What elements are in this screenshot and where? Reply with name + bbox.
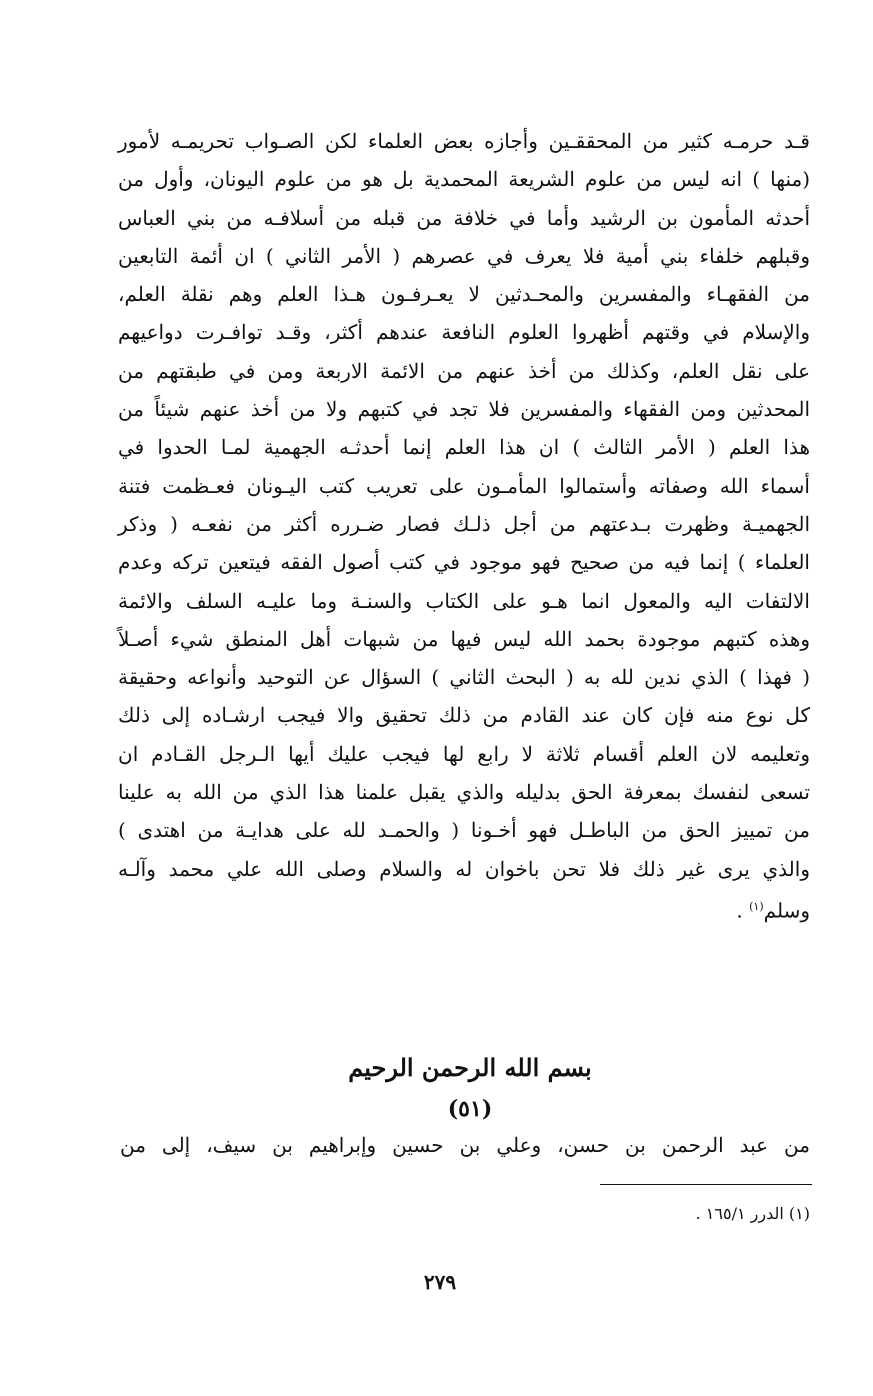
body-line: العلماء ) إنما فيه من صحيح فهو موجود في كتب أصول الفقه فيتعين تركه وعدم <box>118 550 810 575</box>
body-line: على نقل العلم، وكذلك من أخذ عنهم من الائمة الاربعة ومن في طبقتهم من <box>118 358 810 383</box>
body-line: أسماء الله وصفاته وأستمالوا المأمـون على تعريب كتب اليـونان فعـظمت فتنة <box>118 473 810 498</box>
body-line: من تمييز الحق من الباطـل فهو أخـونا ( والحمـد لله على هدايـة من اهتدى ) <box>118 818 810 843</box>
letter-number: (٥١) <box>447 1096 493 1122</box>
page-number: ٢٧٩ <box>423 1270 457 1294</box>
body-line: أحدثه المأمون بن الرشيد وأما في خلافة من قبله من أسلافـه من بني العباس <box>118 205 810 230</box>
body-line: وتعليمه لان العلم أقسام ثلاثة لا رابع لها فيجب عليك أيها الـرجل القـادم ان <box>118 741 810 766</box>
body-line: الالتفات اليه والمعول انما هـو على الكتاب والسنـة وما عليـه السلف والائمة <box>118 588 810 613</box>
body-line: المحدثين ومن الفقهاء والمفسرين فلا تجد في كتبهم ولا من أخذ عنهم شيئاً من <box>118 397 810 422</box>
body-last-punctuation: . <box>736 898 743 923</box>
body-last-line <box>118 888 810 930</box>
footnote-reference[interactable]: (١) <box>749 899 764 913</box>
body-line: وقبلهم خلفاء بني أمية فلا يعرف في عصرهم ( الأمر الثاني ) ان أئمة التابعين <box>118 243 810 268</box>
body-line: والذي يرى غير ذلك فلا تحن باخوان له والسلام وصلى الله علي محمد وآلـه <box>118 856 810 881</box>
body-line: تسعى لنفسك بمعرفة الحق بدليله والذي يقبل علمنا هذا الذي من الله به علينا <box>118 780 810 805</box>
body-line: وهذه كتبهم موجودة بحمد الله ليس فيها من شبهات أهل المنطق شيء أصـلاً <box>118 626 810 651</box>
footnote-divider <box>600 1184 812 1185</box>
body-text <box>118 122 810 930</box>
body-last-word: وسلم <box>763 898 810 923</box>
body-line: الجهميـة وظهرت بـدعتهم من أجل ذلـك فصار ضـرره أكثر من نفعـه ( وذكر <box>118 511 810 536</box>
footnote: (١) الدرر ١٦٥/١ . <box>695 1204 810 1223</box>
body-line: والإسلام في وقتهم أظهروا العلوم النافعة عندهم أكثر، وقـد توافـرت دواعيهم <box>118 320 810 345</box>
body-line: من الفقهـاء والمفسرين والمحـدثين لا يعـرفـون هـذا العلم وهم نقلة العلم، <box>118 282 811 307</box>
body-line: قـد حرمـه كثير من المحققـين وأجازه بعض العلماء لكن الصـواب تحريمـه لأمور <box>118 129 810 153</box>
basmala-heading: بسم الله الرحمن الرحيم <box>348 1053 592 1082</box>
body-line: هذا العلم ( الأمر الثالث ) ان هذا العلم إنما أحدثـه الجهمية لمـا الحدوا في <box>118 435 810 460</box>
letter-first-line: من عبد الرحمن بن حسن، وعلي بن حسين وإبراهيم بن سيف، إلى من <box>120 1133 810 1157</box>
body-line: ( فهذا ) الذي ندين لله به ( البحث الثاني ) السؤال عن التوحيد وأنواعه وحقيقة <box>118 665 810 690</box>
body-line: (منها ) انه ليس من علوم الشريعة المحمدية بل هو من علوم اليونان، وأول من <box>118 167 810 192</box>
body-line: كل نوع منه فإن كان عند القادم من ذلك تحقيق والا فيجب ارشـاده إلى ذلك <box>118 703 810 728</box>
